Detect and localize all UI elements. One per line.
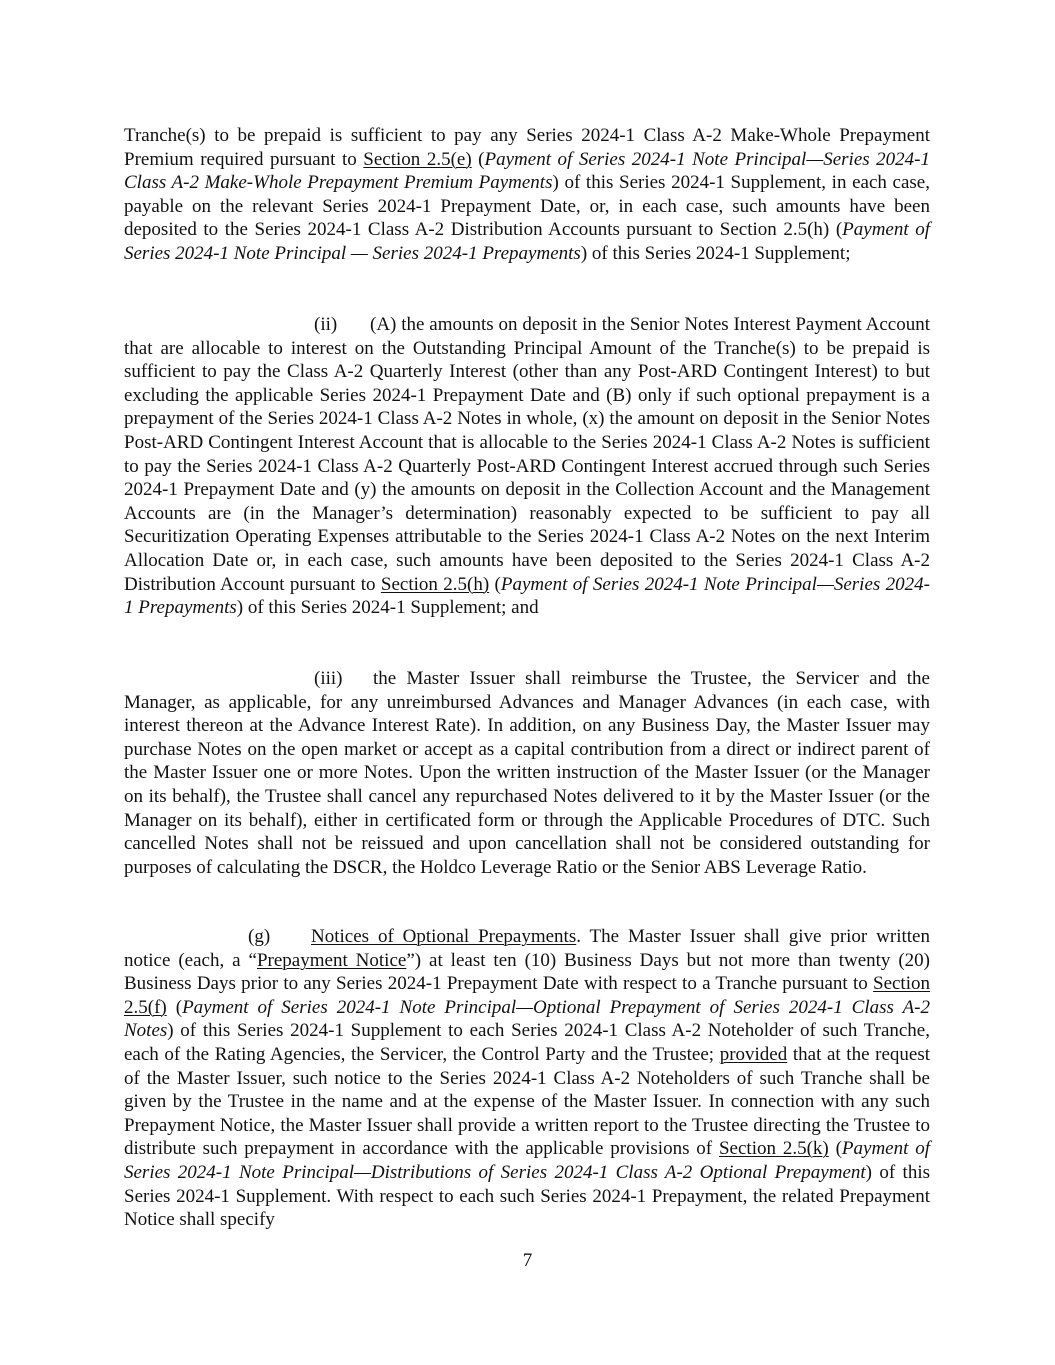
italic-caption: Payment of Series 2024-1 Note Principal—Distributions of Series 2024-1 Class A-2 Optional Prepayment: [124, 1138, 930, 1183]
paragraph-g: [124, 925, 930, 1232]
defined-term: Prepayment Notice: [256, 949, 407, 971]
text: ) of this Series 2024-1 Supplement; and: [236, 597, 539, 619]
text: ) of this Series 2024-1 Supplement;: [580, 242, 851, 264]
italic-caption: Payment of Series 2024-1 Note Principal—Series 2024-1 Prepayments: [124, 573, 930, 619]
proviso-term: provided: [719, 1043, 788, 1065]
text: ”) at least ten (10) Business Days but not more than twenty (20) Business Days prior to any Series 2024-1 Prepayment Date with respect to a Tranche pursuant to: [124, 949, 931, 995]
text: ) of this Series 2024-1 Supplement, in each case, payable on the relevant Series 2024-1 Prepayment Date, or, in each case, such amounts have been deposited to the Series 2024-1 Class A-2 Distribution Accounts pursuant to Section 2.5(h) (: [124, 172, 930, 241]
list-marker: (g): [248, 926, 271, 947]
section-reference: Section 2.5(f): [124, 973, 930, 1018]
section-heading: Notices of Optional Prepayments: [311, 926, 577, 947]
text: that at the request of the Master Issuer, such notice to the Series 2024-1 Class A-2 Noteholders of such Tranche shall be given by the Trustee in the name and at the expense of the Master Issuer. In connection with any such Prepayment Notice, the Master Issuer shall provide a written report to the Trustee directing the Trustee to distribute such prepayment in accordance with the applicable provisions of: [124, 1043, 930, 1160]
text: (: [166, 996, 183, 1018]
text: Tranche(s) to be prepaid is sufficient to pay any Series 2024-1 Class A-2 Make-Whole Prepayment Premium required pursuant to: [124, 125, 930, 170]
list-marker: (ii): [314, 314, 338, 335]
text: (: [489, 573, 501, 595]
text: (: [471, 148, 485, 170]
text: ) of this Series 2024-1 Supplement. With respect to each such Series 2024-1 Prepayment, the related Prepayment Notice shall specify: [124, 1161, 930, 1231]
page-number: 7: [522, 1250, 533, 1271]
section-reference: Section 2.5(h): [380, 573, 490, 595]
text: (A) the amounts on deposit in the Senior Notes Interest Payment Account that are allocable to interest on the Outstanding Principal Amount of the Tranche(s) to be prepaid is sufficient to pay the Class A-2 Quarterly Interest (other than any Post-ARD Contingent Interest) to but excluding the applicable Series 2024-1 Prepayment Date and (B) only if such optional prepayment is a prepayment of the Series 2024-1 Class A-2 Notes in whole, (x) the amount on deposit in the Senior Notes Post-ARD Contingent Interest Account that is allocable to the Series 2024-1 Class A-2 Notes is sufficient to pay the Series 2024-1 Class A-2 Quarterly Post-ARD Contingent Interest accrued through such Series 2024-1 Prepayment Date and (y) the amounts on deposit in the Collection Account and the Management Accounts are (in the Manager’s determination) reasonably expected to be sufficient to pay all Securitization Operating Expenses attributable to the Series 2024-1 Class A-2 Notes on the next Interim Allocation Date or, in each case, such amounts have been deposited to the Series 2024-1 Class A-2 Distribution Account pursuant to: [124, 314, 930, 595]
italic-caption: Payment of Series 2024-1 Note Principal—Optional Prepayment of Series 2024-1 Class A-2 Notes: [124, 996, 930, 1042]
text: (: [828, 1138, 842, 1160]
paragraph-ii: [124, 313, 930, 620]
italic-caption: Payment of Series 2024-1 Note Principal—Series 2024-1 Class A-2 Make-Whole Prepayment Premium Payments: [124, 148, 930, 194]
italic-caption: Payment of Series 2024-1 Note Principal — Series 2024-1 Prepayments: [124, 219, 930, 264]
paragraph-continuation: [124, 124, 930, 266]
section-reference: Section 2.5(k): [718, 1138, 829, 1160]
section-reference: Section 2.5(e): [363, 148, 472, 170]
text: ) of this Series 2024-1 Supplement to each Series 2024-1 Class A-2 Noteholder of such Tranche, each of the Rating Agencies, the Servicer, the Control Party and the Trustee;: [124, 1020, 930, 1065]
text: the Master Issuer shall reimburse the Trustee, the Servicer and the Manager, as applicable, for any unreimbursed Advances and Manager Advances (in each case, with interest thereon at the Advance Interest Rate). In addition, on any Business Day, the Master Issuer may purchase Notes on the open market or accept as a capital contribution from a direct or indirect parent of the Master Issuer one or more Notes. Upon the written instruction of the Master Issuer (or the Manager on its behalf), the Trustee shall cancel any repurchased Notes delivered to it by the Master Issuer (or the Manager on its behalf), either in certificated form or through the Applicable Procedures of DTC. Such cancelled Notes shall not be reissued and upon cancellation shall not be considered outstanding for purposes of calculating the DSCR, the Holdco Leverage Ratio or the Senior ABS Leverage Ratio.: [124, 668, 930, 878]
list-marker: (iii): [314, 668, 343, 689]
text: . The Master Issuer shall give prior written notice (each, a “: [124, 926, 930, 971]
paragraph-iii: [124, 667, 930, 879]
